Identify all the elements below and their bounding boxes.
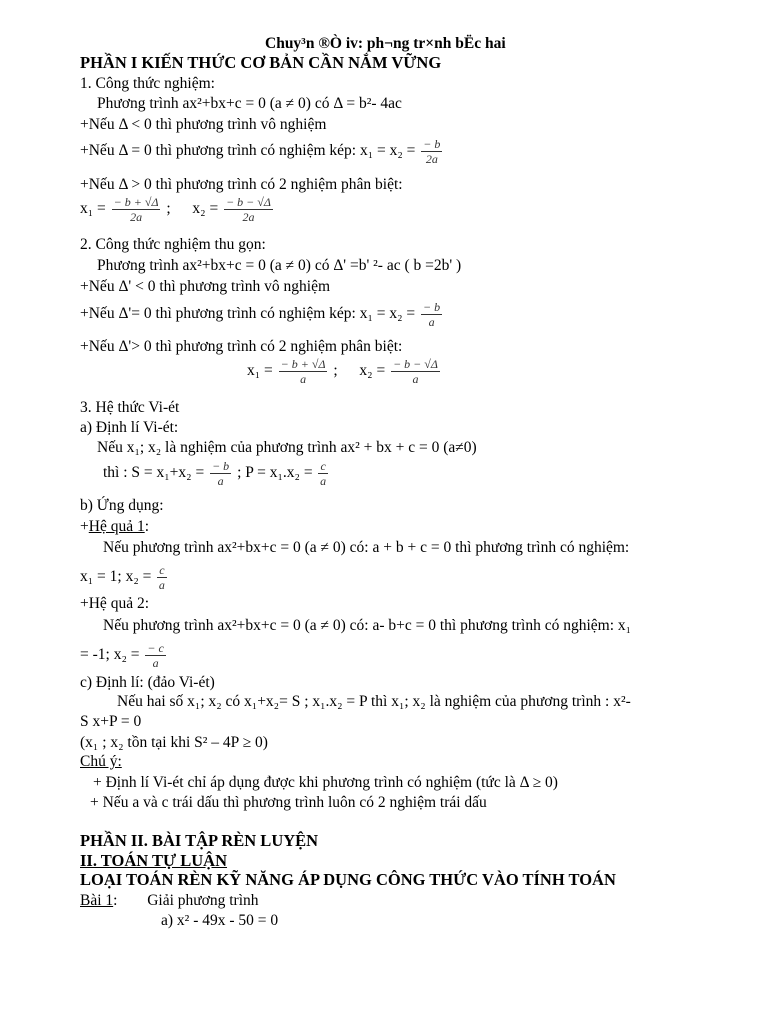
corollary1-statement: Nếu phương trình ax²+bx+c = 0 (a ≠ 0) có: a + b + c = 0 thì phương trình có nghiệm: <box>103 539 630 556</box>
s2-case-zero <box>80 301 444 328</box>
fraction-denominator: a <box>158 578 165 592</box>
s2-double-root-fraction <box>421 301 442 328</box>
exercise-1-colon: : <box>113 892 118 909</box>
s2-equation: Phương trình ax²+bx+c = 0 (a ≠ 0) có Δ' =b' ²- ac ( b =2b' ) <box>97 257 462 274</box>
corollary2-title: +Hệ quả 2: <box>80 595 150 612</box>
exercise-1-label: Bài 1 <box>80 892 114 909</box>
fraction-numerator: − b <box>423 300 441 314</box>
s2-case-positive: +Nếu Δ'> 0 thì phương trình có 2 nghiệm phân biệt: <box>80 338 403 355</box>
converse-viet-title: c) Định lí: (đảo Vi-ét) <box>80 674 215 691</box>
fraction-numerator: − b − √Δ <box>226 195 271 209</box>
viet-sum-label: thì : S = x₁+x₂ = <box>103 464 205 482</box>
exercise-1a: a) x² - 49x - 50 = 0 <box>161 912 279 929</box>
fraction-denominator: 2a <box>242 210 255 224</box>
x1-label: x₁ = <box>80 200 106 218</box>
note-1: + Định lí Vi-ét chỉ áp dụng được khi phương trình có nghiệm (tức là Δ ≥ 0) <box>93 774 558 791</box>
exercise-1-instruction: Giải phương trình <box>147 892 259 909</box>
viet-product-fraction <box>318 460 327 487</box>
existence-condition: (x₁ ; x₂ tồn tại khi S² – 4P ≥ 0) <box>80 734 268 751</box>
fraction-denominator: a <box>428 315 435 329</box>
fraction-numerator: − b <box>212 459 230 473</box>
x1-label: x₁ = <box>247 362 273 380</box>
corollary2-statement: Nếu phương trình ax²+bx+c = 0 (a ≠ 0) có: a- b+c = 0 thì phương trình có nghiệm: x₁ <box>103 617 632 634</box>
s2-title: 2. Công thức nghiệm thu gọn: <box>80 236 266 253</box>
x2-label: x₂ = <box>192 200 219 218</box>
exercise-type-heading: LOẠI TOÁN RÈN KỸ NĂNG ÁP DỤNG CÔNG THỨC VÀO TÍNH TOÁN <box>80 870 616 889</box>
viet-product-label: ; P = x₁.x₂ = <box>237 464 313 482</box>
corollary2-roots: = -1; x₂ = <box>80 646 140 664</box>
s1-case-positive: +Nếu Δ > 0 thì phương trình có 2 nghiệm phân biệt: <box>80 176 403 193</box>
fraction-denominator: a <box>412 372 419 386</box>
viet-formulas <box>103 460 330 487</box>
s1-case-zero <box>80 138 444 165</box>
corollary2-result <box>80 642 168 669</box>
s2-case-negative: +Nếu Δ' < 0 thì phương trình vô nghiệm <box>80 278 331 295</box>
note-title: Chú ý: <box>80 753 122 770</box>
viet-theorem-title: a) Định lí Vi-ét: <box>80 419 179 436</box>
fraction-numerator: c <box>320 459 326 473</box>
x1-fraction <box>112 196 161 223</box>
note-2: + Nếu a và c trái dấu thì phương trình luôn có 2 nghiệm trái dấu <box>90 794 487 811</box>
fraction-numerator: − b + √Δ <box>113 195 159 209</box>
corollary1-title <box>80 519 149 535</box>
fraction-numerator: − b − √Δ <box>393 357 438 371</box>
separator: ; <box>166 200 171 218</box>
fraction-numerator: − b <box>423 137 441 151</box>
fraction-denominator: a <box>217 474 224 488</box>
exercise-1 <box>80 893 259 909</box>
fraction-denominator: 2a <box>425 152 438 166</box>
fraction-numerator: c <box>159 563 165 577</box>
x2-label: x₂ = <box>359 362 386 380</box>
x2-fraction <box>391 358 440 385</box>
converse-viet-statement: Nếu hai số x₁; x₂ có x₁+x₂= S ; x₁.x₂ = P thì x₁; x₂ là nghiệm của phương trình : x²- <box>117 693 631 710</box>
corollary1-colon: : <box>144 518 150 535</box>
viet-theorem-statement: Nếu x₁; x₂ là nghiệm của phương trình ax² + bx + c = 0 (a≠0) <box>97 439 477 456</box>
x1-fraction <box>279 358 328 385</box>
fraction-denominator: a <box>152 656 159 670</box>
corollary1-result <box>80 564 169 591</box>
application-title: b) Ứng dụng: <box>80 497 164 514</box>
s2-case-zero-text: +Nếu Δ'= 0 thì phương trình có nghiệm kép: x₁ = x₂ = <box>80 305 416 323</box>
x2-fraction <box>224 196 273 223</box>
s1-title: 1. Công thức nghiệm: <box>80 75 215 92</box>
s1-case-negative: +Nếu Δ < 0 thì phương trình vô nghiệm <box>80 116 327 133</box>
fraction-numerator: − b + √Δ <box>280 357 326 371</box>
s1-roots <box>80 196 275 223</box>
corollary1-fraction <box>157 564 166 591</box>
fraction-denominator: a <box>320 474 327 488</box>
fraction-numerator: − c <box>147 641 164 655</box>
s3-title: 3. Hệ thức Vi-ét <box>80 399 180 416</box>
separator: ; <box>333 362 338 380</box>
viet-sum-fraction <box>210 460 231 487</box>
part2-subheading: II. TOÁN TỰ LUẬN <box>80 851 228 870</box>
s1-case-zero-text: +Nếu Δ = 0 thì phương trình có nghiệm kép: x₁ = x₂ = <box>80 142 416 160</box>
s2-roots <box>247 358 442 385</box>
s1-double-root-fraction <box>421 138 442 165</box>
s1-equation: Phương trình ax²+bx+c = 0 (a ≠ 0) có Δ = b²- 4ac <box>97 95 402 112</box>
fraction-denominator: a <box>300 372 307 386</box>
converse-viet-equation: S x+P = 0 <box>80 713 142 730</box>
corollary1-prefix: + <box>80 518 89 535</box>
corollary1-label: Hệ quả 1 <box>88 518 145 535</box>
document-title: Chuy³n ®Ò iv: ph¬ng tr×nh bËc hai <box>265 35 506 52</box>
part1-heading: PHẦN I KIẾN THỨC CƠ BẢN CẦN NẮM VỮNG <box>80 53 442 72</box>
corollary1-roots: x₁ = 1; x₂ = <box>80 568 152 586</box>
corollary2-fraction <box>145 642 165 669</box>
part2-heading: PHẦN II. BÀI TẬP RÈN LUYỆN <box>80 831 319 850</box>
fraction-denominator: 2a <box>130 210 143 224</box>
